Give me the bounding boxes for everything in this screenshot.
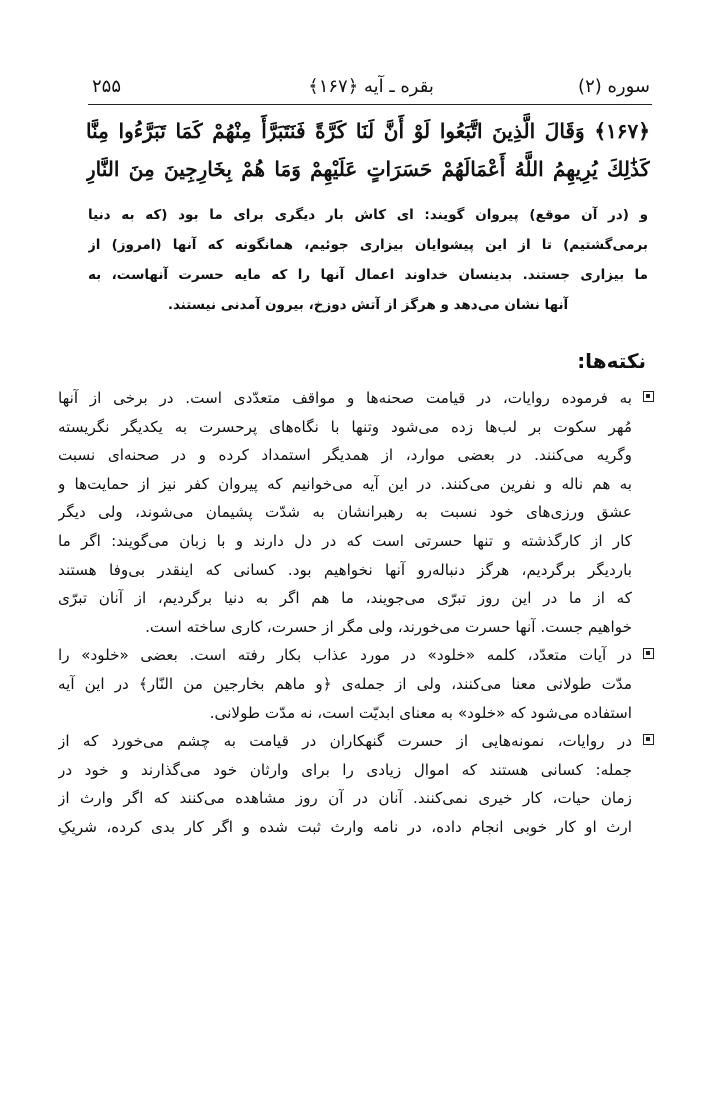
translation-line: برمی‌گشتیم) تا از این پیشوایان بیزاری جوئیم، همانگونه که آنها (امروز) از (88, 237, 648, 253)
note-line: در آیات متعدّد، کلمه «خلود» در مورد عذاب بکار رفته است. بعضی «خلود» را (58, 646, 632, 665)
note-line: وگریه می‌کنند. در بعضی موارد، از همدیگر استمداد کرده و در صحنه‌ای نسبت (58, 446, 632, 465)
verse-line: ﴿۱۶۷﴾ وَقَالَ الَّذِينَ اتَّبَعُوا لَوْ أَنَّ لَنَا كَرَّةً فَنَتَبَرَّأَ مِنْهُمْ كَمَا تَبَرَّءُوا مِنَّا (86, 119, 650, 143)
note-line: در روایات، نمونه‌هایی از حسرت گنهکاران در قیامت به چشم می‌خورد که از (58, 732, 632, 751)
translation-line: و (در آن موقع) پیروان گویند: ای کاش بار دیگری برای ما بود (که به دنیا (88, 207, 648, 223)
page-header (92, 74, 650, 104)
note-line: ارث او کار خوبی انجام داده، در نامه وارث ثبت شده و اگر کار بدی کرده، شریکِ (58, 817, 632, 836)
note-line: به هم ناله و نفرین می‌کنند. در این آیه می‌خوانیم که پیروان کفر نیز از حمایت‌ها و (58, 474, 632, 493)
header-surah: سوره (۲) (578, 76, 650, 97)
note-line: عشق ورزی‌های خود نسبت به رهبرانشان به شدّت پشیمان می‌شوند، ولی دیگر (58, 503, 632, 522)
translation-line: ما بیزاری جستند. بدینسان خداوند اعمال آنها را که مایه حسرت آنهاست، به (88, 267, 648, 283)
note-line: به فرموده روایات، در قیامت صحنه‌ها و مواقف متعدّدی است. در برخی از آنها (58, 389, 632, 407)
notes-section (58, 384, 654, 842)
note-line: استفاده می‌شود که «خلود» به معنای ابدیّت است، نه مدّت طولانی. (209, 703, 632, 722)
square-bullet-icon (643, 648, 654, 659)
square-bullet-icon (643, 734, 654, 745)
note-line: مُهر سکوت بر لب‌ها زده می‌شود وتنها با نگاه‌های پرحسرت به یکدیگر نگریسته (58, 417, 632, 436)
note-line: که از ما در این روز تبرّی می‌جویند، ما هم اگر به دنیا برگردیم، از آنان تبرّی (58, 589, 632, 608)
note-item (58, 727, 654, 841)
verse-translation (88, 200, 648, 320)
note-line: کار از کارگذشته و تنها حسرتی است که در دل دارند و با زبان می‌گویند: اگر ما (58, 531, 632, 550)
note-line: مدّت طولانی معنا می‌کنند، ولی از جمله‌ی ﴿و ماهم بخارجین من النّار﴾ در این آیه (58, 674, 632, 693)
quran-verse (86, 112, 650, 188)
header-verse-reference: بقره ـ آیه ﴿۱۶۷﴾ (308, 76, 434, 97)
verse-line: كَذَٰلِكَ يُرِيهِمُ اللَّهُ أَعْمَالَهُمْ حَسَرَاتٍ عَلَيْهِمْ وَمَا هُمْ بِخَارِجِينَ مِنَ النَّارِ (86, 157, 650, 181)
note-line: خواهیم جست. آنها حسرت می‌خورند، ولی مگر از حسرت، کاری ساخته است. (145, 617, 632, 636)
translation-line: آنها نشان می‌دهد و هرگز از آتش دوزخ، بیرون آمدنی نیستند. (167, 297, 569, 313)
note-line: باردیگر برگردیم، هرگز دنباله‌رو آنها نخواهیم بود. کسانی که اینقدر بی‌وفا هستند (58, 560, 632, 579)
note-line: زمان حیات، کار خیری نمی‌کنند. آنان در آن روز مشاهده می‌کنند که اگر وارث از (58, 789, 632, 808)
header-divider (88, 104, 652, 105)
note-item (58, 384, 654, 641)
page-number: ۲۵۵ (92, 76, 122, 97)
note-line: جمله: کسانی هستند که اموال زیادی را برای وارثان خود می‌گذارند و خود در (58, 760, 632, 779)
notes-heading: نکته‌ها: (577, 349, 646, 373)
note-item (58, 641, 654, 727)
square-bullet-icon (643, 391, 654, 402)
